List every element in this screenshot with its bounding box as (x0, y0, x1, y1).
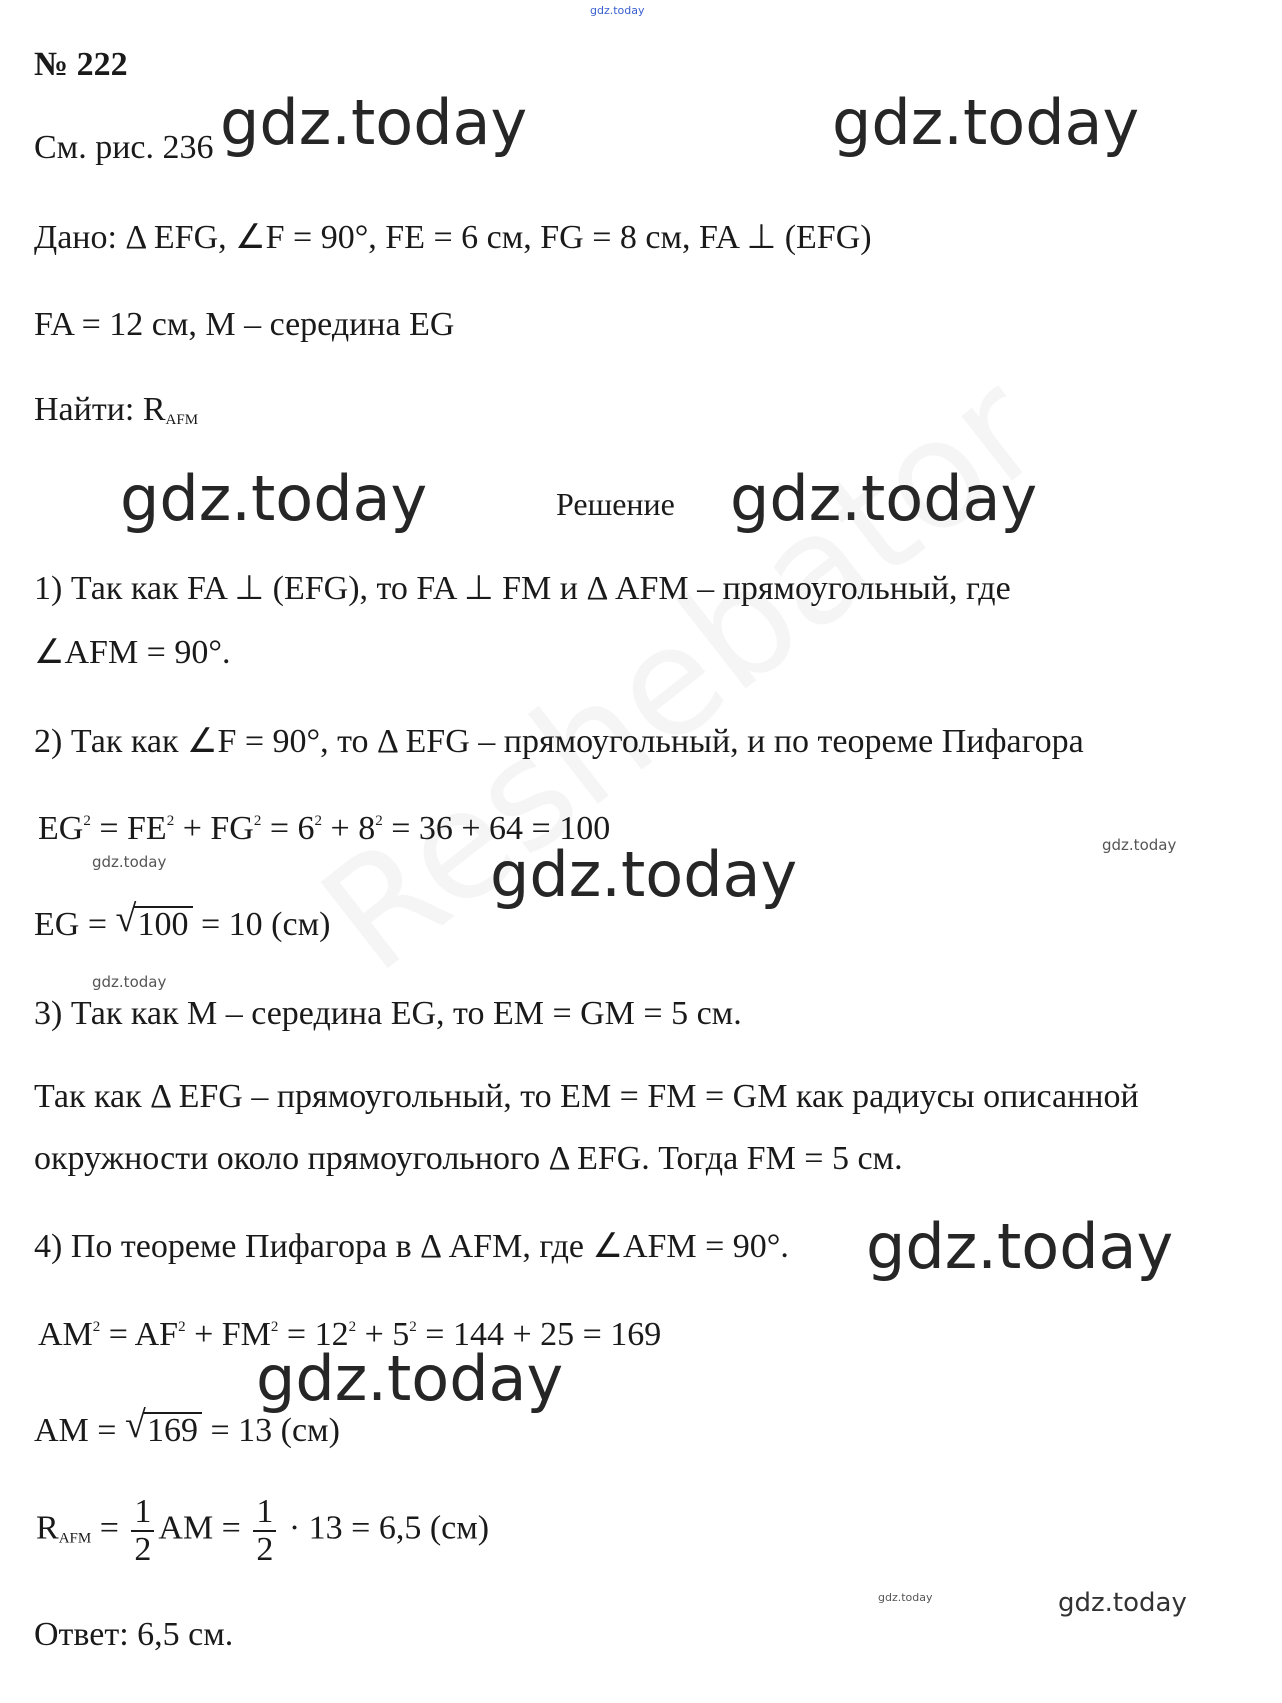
step1-line-2: ∠AFM = 90°. (34, 634, 231, 671)
watermark: gdz.today (120, 462, 428, 535)
watermark: gdz.today (92, 853, 167, 871)
equation-eg: EG = √ 100 = 10 (см) (34, 898, 331, 943)
problem-number: № 222 (34, 46, 128, 83)
watermark-top: gdz.today (590, 4, 645, 17)
watermark: gdz.today (1102, 836, 1177, 854)
equation-radius: $R_{AFM}$ = $\frac{1}{2}$ AM = $\frac{1}{2}$ · 13 = 6,5 (см) (36, 1493, 490, 1568)
find-line (34, 393, 198, 428)
equation-am-squared: $AM^2 = AF^2 + FM^2 = 12^2 + 5^2 = 144 + 25 = 169$ (38, 1316, 662, 1353)
watermark: gdz.today (220, 86, 528, 159)
given-line-1: Дано: Δ EFG, ∠F = 90°, FE = 6 см, FG = 8 см, FA ⊥ (EFG) (34, 219, 872, 256)
watermark: gdz.today (866, 1210, 1174, 1283)
fraction-half: $\frac{1}{2}$ (131, 1494, 154, 1567)
sqrt-100: √ 100 (116, 906, 193, 942)
watermark: gdz.today (878, 1591, 933, 1604)
solution-heading: Решение (556, 486, 675, 522)
step4-line-1: 4) По теореме Пифагора в Δ AFM, где ∠AFM = 90°. (34, 1228, 789, 1265)
fraction-half: $\frac{1}{2}$ (253, 1494, 276, 1567)
step3-line-2: Так как Δ EFG – прямоугольный, то EM = FM = GM как радиусы описанной (34, 1078, 1139, 1115)
answer: Ответ: 6,5 см. (34, 1616, 234, 1653)
step1-line-1: 1) Так как FA ⊥ (EFG), то FA ⊥ FM и Δ AFM – прямоугольный, где (34, 570, 1011, 607)
watermark: gdz.today (730, 462, 1038, 535)
find-label: Найти: R (34, 391, 166, 428)
sqrt-169: √ 169 (125, 1412, 202, 1448)
figure-reference: См. рис. 236 (34, 129, 214, 166)
equation-am: AM = √ 169 = 13 (см) (34, 1404, 340, 1449)
given-line-2: FA = 12 см, M – середина EG (34, 306, 455, 343)
watermark: gdz.today (256, 1342, 564, 1415)
step2-line-1: 2) Так как ∠F = 90°, то Δ EFG – прямоугольный, и по теореме Пифагора (34, 723, 1084, 760)
watermark: gdz.today (92, 973, 167, 991)
watermark: gdz.today (1058, 1588, 1187, 1618)
find-subscript: AFM (165, 412, 199, 428)
equation-eg-squared: $EG^2 = FE^2 + FG^2 = 6^2 + 8^2 = 36 + 64 = 100$ (38, 810, 611, 847)
watermark: gdz.today (490, 838, 798, 911)
step3-line-3: окружности около прямоугольного Δ EFG. Тогда FM = 5 см. (34, 1140, 903, 1177)
step3-line-1: 3) Так как M – середина EG, то EM = GM = 5 см. (34, 995, 742, 1032)
watermark: gdz.today (832, 86, 1140, 159)
